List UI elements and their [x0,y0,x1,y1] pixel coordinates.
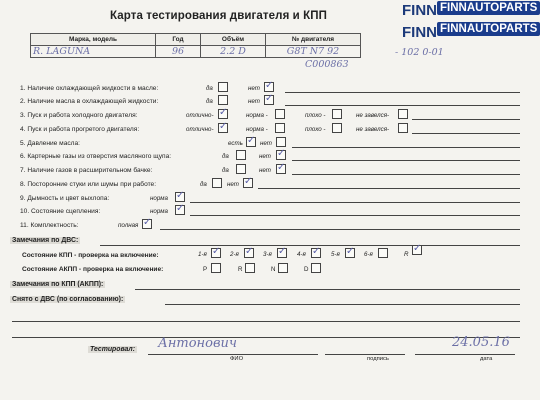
item-6: 6. Картерные газы из отверстия масляного щупа: [20,153,172,160]
col-volume: Объём [201,34,266,46]
removed-line-1 [165,304,520,305]
akpp-notes-line [135,289,520,290]
gear-r-label: R [404,251,409,258]
note-line-9 [190,202,520,203]
section-dvs-notes: Замечания по ДВС: [12,237,79,244]
note-line-2 [285,105,520,106]
opt-net-8: нет [227,181,239,188]
year-value: 96 [156,46,201,58]
item-2: 2. Наличие масла в охлаждающей жидкости: [20,98,159,105]
gear-4-label: 4-я [297,251,306,258]
note-line-5 [292,147,520,148]
kpp-state-label: Состояние КПП - проверка на включение: [22,252,159,259]
opt-da-2: да [206,98,213,105]
auto-p-label: P [203,266,208,273]
item-10: 10. Состояние сцепления: [20,208,101,215]
engine-extra: - 102 0-01 [395,47,444,58]
fio-caption: ФИО [230,356,244,362]
checkbox-ploho-3[interactable] [332,109,342,119]
date-value: 24.05.16 [452,335,510,350]
checkmark-icon: ✓ [277,162,286,173]
removed-line-3 [12,337,520,338]
checkbox-da-8[interactable] [212,178,222,188]
item-11: 11. Комплектность: [20,222,79,229]
gear-1-label: 1-я [198,251,207,258]
engine-value: G8T N7 92 [266,46,361,58]
auto-p-checkbox[interactable] [211,263,221,273]
note-line-3 [412,119,520,120]
opt-norma-10: норма [150,208,168,215]
item-3: 3. Пуск и работа холодного двигателя: [20,112,138,119]
tester-signature-name: Антонович [158,336,237,351]
item-8: 8. Посторонние стуки или шумы при работе: [20,181,157,188]
opt-net-6: нет [259,153,271,160]
gear-6-label: 6-я [364,251,373,258]
watermark-4: FINNAUTOPARTS [437,22,540,36]
model-value: R. LAGUNA [31,46,156,58]
checkmark-icon: ✓ [219,121,228,132]
item-5: 5. Давление масла: [20,140,81,147]
date-line [415,354,515,355]
checkmark-icon: ✓ [277,148,286,159]
opt-da-1: да [206,85,213,92]
auto-r-label: R [238,266,243,273]
opt-ne-zavelsya-4: не завелся- [356,126,390,133]
item-9: 9. Дымность и цвет выхлопа: [20,195,110,202]
note-line-10 [190,215,520,216]
opt-ploho-4: плохо - [305,126,326,133]
opt-polnaya-11: полная [118,222,139,229]
header-table [30,33,361,58]
checkmark-icon: ✓ [413,243,422,254]
opt-est-5: есть [228,140,243,147]
auto-d-checkbox[interactable] [311,263,321,273]
opt-norma-3: норма - [246,112,268,119]
opt-da-6: да [222,153,229,160]
note-line-6 [292,160,520,161]
checkmark-icon: ✓ [143,217,152,228]
checkmark-icon: ✓ [212,246,221,257]
opt-da-7: да [222,167,229,174]
watermark-2: FINNAUTOPARTS [437,1,540,15]
auto-r-checkbox[interactable] [245,263,255,273]
checkbox-norma-4[interactable] [275,123,285,133]
sign-caption: подпись [367,356,389,362]
checkbox-norma-3[interactable] [275,109,285,119]
note-line-4 [412,133,520,134]
section-akpp-notes: Замечания по КПП (АКПП): [12,281,104,288]
item-4: 4. Пуск и работа прогретого двигателя: [20,126,140,133]
checkmark-icon: ✓ [244,176,253,187]
checkbox-ploho-4[interactable] [332,123,342,133]
checkmark-icon: ✓ [176,190,185,201]
akpp-state-label: Состояние АКПП - проверка на включение: [22,266,164,273]
section-removed: Снято с ДВС (по согласованию): [12,296,124,303]
note-line-7 [292,174,520,175]
gear-5-label: 5-я [331,251,340,258]
checkmark-icon: ✓ [247,135,256,146]
checkmark-icon: ✓ [245,246,254,257]
checkbox-da-7[interactable] [236,164,246,174]
opt-net-2: нет [248,98,260,105]
opt-ploho-3: плохо - [305,112,326,119]
dvs-notes-line [100,245,520,246]
opt-norma-9: норма [150,195,168,202]
item-1: 1. Наличие охлаждающей жидкости в масле: [20,85,159,92]
engine-value-2: C000863 [305,59,349,70]
checkmark-icon: ✓ [219,107,228,118]
opt-net-7: нет [259,167,271,174]
date-caption: дата [480,356,493,362]
watermark-1: FINN [402,2,437,19]
checkbox-ne-zavelsya-3[interactable] [398,109,408,119]
opt-da-8: да [200,181,207,188]
note-line-8 [258,188,520,189]
fio-line [148,354,318,355]
note-line-1 [285,92,520,93]
gear-2-label: 2-я [230,251,239,258]
auto-n-label: N [271,266,276,273]
checkbox-ne-zavelsya-4[interactable] [398,123,408,133]
removed-line-2 [12,321,520,322]
checkmark-icon: ✓ [346,246,355,257]
col-engine: № двигателя [266,34,361,46]
page-title: Карта тестирования двигателя и КПП [110,10,327,22]
gear-3-label: 3-я [263,251,272,258]
checkmark-icon: ✓ [176,203,185,214]
checkbox-da-2[interactable] [218,95,228,105]
volume-value: 2.2 D [201,46,266,58]
checkbox-da-6[interactable] [236,150,246,160]
checkmark-icon: ✓ [312,246,321,257]
opt-otlichno-4: отлично- [186,126,214,133]
sign-line [325,354,405,355]
checkmark-icon: ✓ [278,246,287,257]
opt-ne-zavelsya-3: не завелся- [356,112,390,119]
note-line-11 [160,229,520,230]
opt-net-5: нет [260,140,272,147]
auto-d-label: D [304,266,309,273]
item-7: 7. Наличие газов в расширительном бачке: [20,167,153,174]
col-year: Год [156,34,201,46]
opt-net-1: нет [248,85,260,92]
auto-n-checkbox[interactable] [278,263,288,273]
checkbox-da-1[interactable] [218,82,228,92]
checkbox-net-5[interactable] [276,137,286,147]
opt-norma-4: норма - [246,126,268,133]
checkmark-icon: ✓ [265,93,274,104]
checkmark-icon: ✓ [265,80,274,91]
tested-by-label: Тестировал: [90,346,136,353]
watermark-3: FINN [402,24,437,41]
gear-6-checkbox[interactable] [378,248,388,258]
col-model: Марка, модель [31,34,156,46]
opt-otlichno-3: отлично- [186,112,214,119]
